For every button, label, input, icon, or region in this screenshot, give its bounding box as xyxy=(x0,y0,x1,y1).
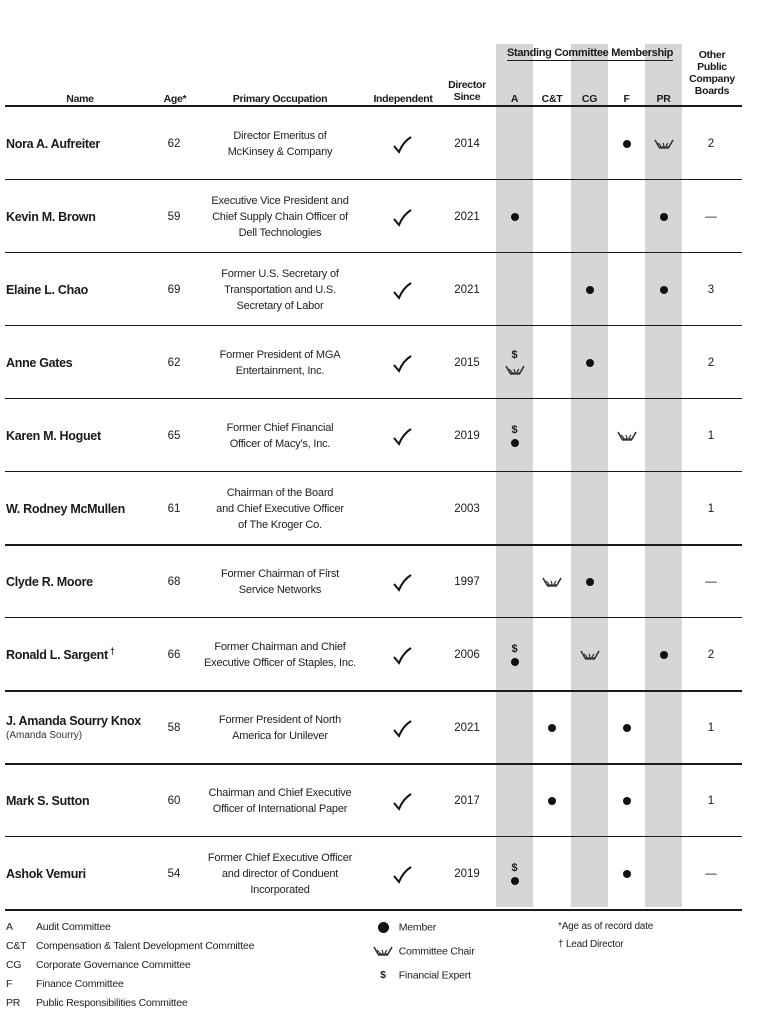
director-name: Anne Gates xyxy=(6,355,73,370)
header-age: Age* xyxy=(163,93,187,105)
member-dot-icon xyxy=(586,286,594,294)
independent-check-icon xyxy=(391,865,413,885)
director-since: 1997 xyxy=(454,575,480,588)
director-name: J. Amanda Sourry Knox (Amanda Sourry) xyxy=(6,714,141,741)
member-dot-icon xyxy=(660,213,668,221)
committee-cell-a xyxy=(496,399,533,472)
lead-director-dagger: † xyxy=(109,646,115,657)
committee-cell-pr xyxy=(645,399,682,472)
legend-notes xyxy=(558,918,653,954)
independent-check-icon xyxy=(391,135,413,155)
header-other-boards: Other Public Company Boards xyxy=(689,49,735,97)
committee-cell-pr xyxy=(645,691,682,764)
table-row xyxy=(0,180,779,253)
header-committee-a: A xyxy=(510,93,519,105)
director-age: 65 xyxy=(167,429,181,442)
header-committee-pr: PR xyxy=(656,93,671,105)
committee-cell-f xyxy=(608,180,645,253)
table-row xyxy=(0,837,779,910)
committee-chair-icon xyxy=(541,576,563,588)
committee-cell-f xyxy=(608,837,645,910)
other-boards: 1 xyxy=(707,502,715,515)
committee-cell-ct xyxy=(533,691,571,764)
committee-cell-a xyxy=(496,472,533,545)
director-since: 2019 xyxy=(454,429,480,442)
legend-abbreviations xyxy=(6,918,254,1013)
committee-cell-cg xyxy=(571,618,608,691)
table-row xyxy=(0,691,779,764)
director-name: Mark S. Sutton xyxy=(6,793,90,808)
lead-director-note: † Lead Director xyxy=(558,939,624,950)
committee-cell-cg xyxy=(571,399,608,472)
committee-cell-ct xyxy=(533,472,571,545)
table-row xyxy=(0,618,779,691)
other-boards: 2 xyxy=(707,356,715,369)
member-dot-icon xyxy=(511,213,519,221)
committee-cell-a xyxy=(496,180,533,253)
director-age: 60 xyxy=(167,794,181,807)
member-dot-icon xyxy=(586,578,594,586)
committee-chair-icon xyxy=(616,430,638,442)
director-since: 2021 xyxy=(454,210,480,223)
financial-expert-icon: $ xyxy=(511,643,518,655)
committee-cell-cg xyxy=(571,545,608,618)
committee-cell-f xyxy=(608,764,645,837)
committee-chair-icon xyxy=(653,138,675,150)
committee-cell-f xyxy=(608,545,645,618)
independent-check-icon xyxy=(391,646,413,666)
committee-cell-cg xyxy=(571,107,608,180)
member-dot-icon xyxy=(623,140,631,148)
committee-cell-ct xyxy=(533,618,571,691)
member-dot-icon xyxy=(370,918,396,937)
committee-cell-f xyxy=(608,253,645,326)
committee-cell-cg xyxy=(571,764,608,837)
member-dot-icon xyxy=(548,797,556,805)
member-dot-icon xyxy=(511,877,519,885)
committee-cell-a xyxy=(496,837,533,910)
committee-chair-icon xyxy=(370,942,396,961)
director-since: 2003 xyxy=(454,502,480,515)
other-boards: 2 xyxy=(707,648,715,661)
member-dot-icon xyxy=(548,724,556,732)
committee-cell-a xyxy=(496,691,533,764)
primary-occupation: Director Emeritus of McKinsey & Company xyxy=(227,129,333,158)
committee-cell-a xyxy=(496,545,533,618)
member-dot-icon xyxy=(511,658,519,666)
primary-occupation: Chairman of the Board and Chief Executive Officer of The Kroger Co. xyxy=(216,486,344,531)
director-name: Ashok Vemuri xyxy=(6,866,86,881)
director-age: 59 xyxy=(167,210,181,223)
committee-cell-pr xyxy=(645,326,682,399)
primary-occupation: Former President of North America for Unilever xyxy=(218,713,342,742)
committee-cell-cg xyxy=(571,180,608,253)
standing-committee-heading: Standing Committee Membership xyxy=(506,47,674,59)
committee-cell-pr xyxy=(645,837,682,910)
member-dot-icon xyxy=(660,651,668,659)
independent-check-icon xyxy=(391,719,413,739)
member-dot-icon xyxy=(623,724,631,732)
director-name: Ronald L. Sargent † xyxy=(6,646,115,663)
independent-check-icon xyxy=(391,427,413,447)
row-divider xyxy=(5,909,742,911)
committee-cell-pr xyxy=(645,545,682,618)
table-row xyxy=(0,472,779,545)
committee-cell-cg xyxy=(571,326,608,399)
director-age: 66 xyxy=(167,648,181,661)
header-committee-f: F xyxy=(623,93,630,105)
member-dot-icon xyxy=(623,870,631,878)
committee-cell-f xyxy=(608,399,645,472)
director-since: 2014 xyxy=(454,137,480,150)
committee-cell-pr xyxy=(645,107,682,180)
table-row xyxy=(0,107,779,180)
other-boards: 1 xyxy=(707,429,715,442)
financial-expert-icon: $ xyxy=(380,969,386,981)
independent-check-icon xyxy=(391,573,413,593)
legend-row: A Audit Committee xyxy=(6,921,111,933)
director-name: Kevin M. Brown xyxy=(6,209,96,224)
other-boards: — xyxy=(705,575,717,588)
primary-occupation: Chairman and Chief Executive Officer of International Paper xyxy=(208,786,352,815)
legend-row: CG Corporate Governance Committee xyxy=(6,959,191,971)
header-occupation: Primary Occupation xyxy=(232,93,328,105)
director-name: W. Rodney McMullen xyxy=(6,501,125,516)
other-boards: — xyxy=(705,867,717,880)
director-since: 2019 xyxy=(454,867,480,880)
other-boards: — xyxy=(705,210,717,223)
table-row xyxy=(0,545,779,618)
committee-cell-a xyxy=(496,107,533,180)
independent-check-icon xyxy=(391,354,413,374)
primary-occupation: Former Chairman of First Service Networks xyxy=(220,567,340,596)
member-dot-icon xyxy=(660,286,668,294)
committee-cell-f xyxy=(608,472,645,545)
director-alt-name: (Amanda Sourry) xyxy=(6,730,83,741)
committee-cell-a xyxy=(496,326,533,399)
primary-occupation: Executive Vice President and Chief Supply Chain Officer of Dell Technologies xyxy=(211,194,349,239)
committee-cell-f xyxy=(608,691,645,764)
director-since: 2015 xyxy=(454,356,480,369)
committee-cell-ct xyxy=(533,545,571,618)
legend-row: F Finance Committee xyxy=(6,978,124,990)
director-since: 2021 xyxy=(454,283,480,296)
committee-cell-cg xyxy=(571,472,608,545)
director-age: 62 xyxy=(167,137,181,150)
independent-check-icon xyxy=(391,208,413,228)
legend-row: Committee Chair xyxy=(370,942,475,961)
committee-cell-ct xyxy=(533,764,571,837)
committee-cell-ct xyxy=(533,107,571,180)
committee-cell-f xyxy=(608,326,645,399)
committee-cell-a xyxy=(496,764,533,837)
primary-occupation: Former Chief Financial Officer of Macy's, Inc. xyxy=(226,421,334,450)
financial-expert-icon: $ xyxy=(511,862,518,874)
committee-cell-f xyxy=(608,107,645,180)
other-boards: 3 xyxy=(707,283,715,296)
primary-occupation: Former President of MGA Entertainment, Inc. xyxy=(219,348,341,377)
legend-row: PR Public Responsibilities Committee xyxy=(6,997,188,1009)
header-committee-cg: CG xyxy=(581,93,598,105)
committee-cell-ct xyxy=(533,837,571,910)
director-name: Karen M. Hoguet xyxy=(6,428,101,443)
committee-cell-ct xyxy=(533,326,571,399)
member-dot-icon xyxy=(586,359,594,367)
header-director-since: Director Since xyxy=(448,79,486,103)
director-age: 62 xyxy=(167,356,181,369)
age-note: *Age as of record date xyxy=(558,921,654,932)
director-age: 69 xyxy=(167,283,181,296)
committee-cell-ct xyxy=(533,399,571,472)
other-boards: 1 xyxy=(707,794,715,807)
header-independent: Independent xyxy=(373,93,433,105)
committee-cell-cg xyxy=(571,253,608,326)
committee-cell-pr xyxy=(645,472,682,545)
primary-occupation: Former U.S. Secretary of Transportation and U.S. Secretary of Labor xyxy=(221,267,339,312)
primary-occupation: Former Chairman and Chief Executive Officer of Staples, Inc. xyxy=(204,640,356,669)
header-committee-ct: C&T xyxy=(541,93,563,105)
legend-row: C&T Compensation & Talent Development Committee xyxy=(6,940,255,952)
committee-cell-a xyxy=(496,253,533,326)
table-row xyxy=(0,764,779,837)
other-boards: 2 xyxy=(707,137,715,150)
director-name: Elaine L. Chao xyxy=(6,282,88,297)
financial-expert-icon: $ xyxy=(511,349,518,361)
independent-check-icon xyxy=(391,792,413,812)
legend-symbols xyxy=(370,918,475,985)
member-dot-icon xyxy=(511,439,519,447)
director-name: Nora A. Aufreiter xyxy=(6,136,100,151)
table-row xyxy=(0,326,779,399)
legend-row: $ Financial Expert xyxy=(370,966,475,985)
committee-cell-ct xyxy=(533,253,571,326)
committee-cell-ct xyxy=(533,180,571,253)
table-row xyxy=(0,253,779,326)
committee-cell-pr xyxy=(645,180,682,253)
committee-cell-pr xyxy=(645,253,682,326)
member-dot-icon xyxy=(623,797,631,805)
director-since: 2017 xyxy=(454,794,480,807)
financial-expert-icon: $ xyxy=(511,424,518,436)
director-since: 2021 xyxy=(454,721,480,734)
independent-check-icon xyxy=(391,281,413,301)
other-boards: 1 xyxy=(707,721,715,734)
legend-row: Member xyxy=(370,918,475,937)
director-name: Clyde R. Moore xyxy=(6,574,93,589)
director-age: 54 xyxy=(167,867,181,880)
table-row xyxy=(0,399,779,472)
committee-cell-pr xyxy=(645,764,682,837)
committee-cell-cg xyxy=(571,691,608,764)
director-age: 61 xyxy=(167,502,181,515)
director-age: 68 xyxy=(167,575,181,588)
committee-cell-pr xyxy=(645,618,682,691)
committee-chair-icon xyxy=(504,364,526,376)
director-since: 2006 xyxy=(454,648,480,661)
header-name: Name xyxy=(66,93,94,105)
committee-chair-icon xyxy=(579,649,601,661)
committee-cell-a xyxy=(496,618,533,691)
primary-occupation: Former Chief Executive Officer and director of Conduent Incorporated xyxy=(207,851,353,896)
director-age: 58 xyxy=(167,721,181,734)
committee-cell-cg xyxy=(571,837,608,910)
committee-cell-f xyxy=(608,618,645,691)
